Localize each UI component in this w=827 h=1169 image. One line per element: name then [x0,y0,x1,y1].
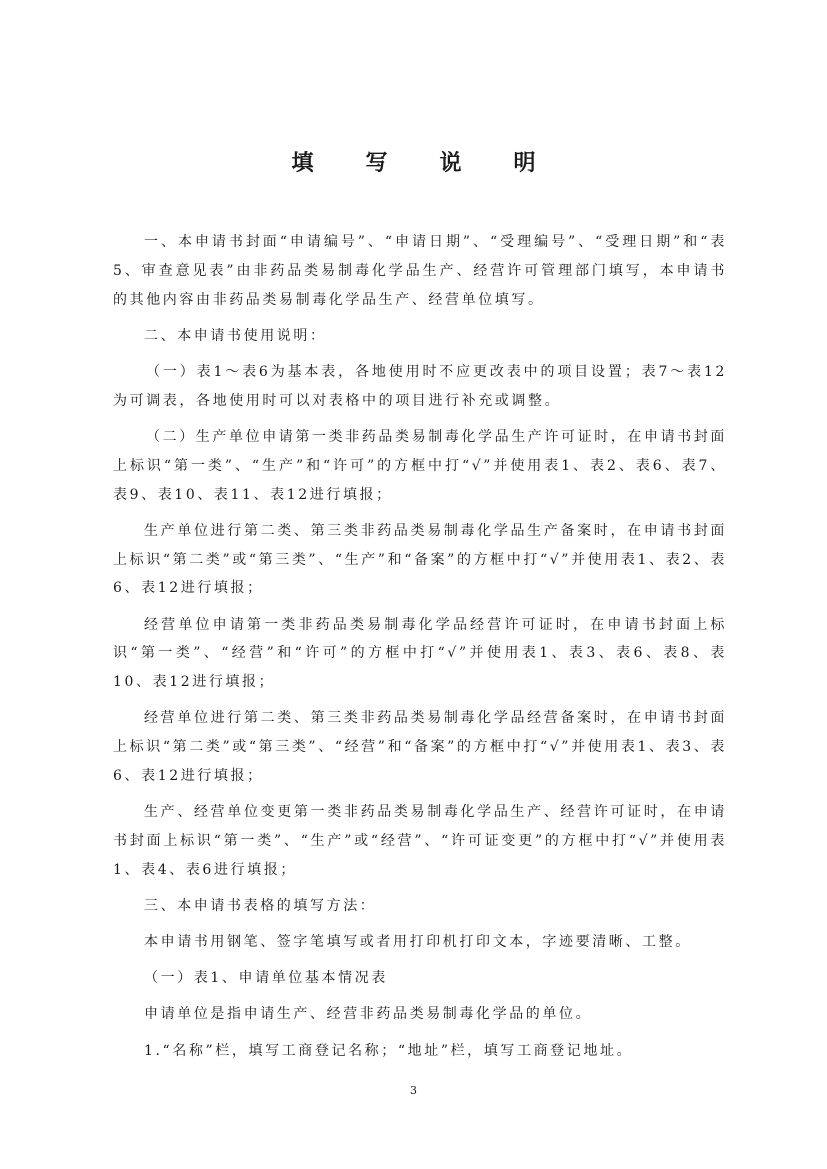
title-char: 说 [439,150,462,176]
title-char: 写 [365,150,388,176]
paragraph: （一）表1～表6为基本表，各地使用时不应更改表中的项目设置；表7～表12为可调表，各地使用时可以对表格中的项目进行补充或调整。 [113,363,727,409]
title-char: 明 [513,150,536,176]
paragraph: 二、本申请书使用说明： [144,327,327,344]
title-char: 填 [291,150,314,176]
paragraph: 经营单位申请第一类非药品类易制毒化学品经营许可证时，在申请书封面上标识“第一类”、“经营”和“许可”的方框中打“√”并使用表1、表3、表6、表8、表10、表12进行填报； [113,616,727,691]
paragraph: （一）表1、申请单位基本情况表 [144,970,388,987]
page-title [0,146,827,177]
instructions-body [113,228,727,1073]
paragraph: 一、本申请书封面“申请编号”、“申请日期”、“受理编号”、“受理日期”和“表5、审查意见表”由非药品类易制毒化学品生产、经营许可管理部门填写，本申请书的其他内容由非药品类易制毒化学品生产、经营单位填写。 [113,234,727,308]
paragraph: 三、本申请书表格的填写方法： [144,897,377,914]
paragraph: 生产、经营单位变更第一类非药品类易制毒化学品生产、经营许可证时，在申请书封面上标识“第一类”、“生产”或“经营”、“许可证变更”的方框中打“√”并使用表1、表4、表6进行填报； [113,804,727,878]
paragraph: 申请单位是指申请生产、经营非药品类易制毒化学品的单位。 [144,1006,593,1023]
paragraph: 生产单位进行第二类、第三类非药品类易制毒化学品生产备案时，在申请书封面上标识“第二类”或“第三类”、“生产”和“备案”的方框中打“√”并使用表1、表2、表6、表12进行填报； [113,522,727,597]
paragraph: 经营单位进行第二类、第三类非药品类易制毒化学品经营备案时，在申请书封面上标识“第二类”或“第三类”、“经营”和“备案”的方框中打“√”并使用表1、表3、表6、表12进行填报； [113,710,727,784]
paragraph: 1.“名称”栏，填写工商登记名称；“地址”栏，填写工商登记地址。 [144,1042,634,1059]
paragraph: 本申请书用钢笔、签字笔填写或者用打印机打印文本，字迹要清晰、工整。 [144,934,692,951]
page-number: 3 [410,1084,417,1097]
paragraph: （二）生产单位申请第一类非药品类易制毒化学品生产许可证时，在申请书封面上标识“第一类”、“生产”和“许可”的方框中打“√”并使用表1、表2、表6、表7、表9、表10、表11、表12进行填报； [113,428,727,503]
